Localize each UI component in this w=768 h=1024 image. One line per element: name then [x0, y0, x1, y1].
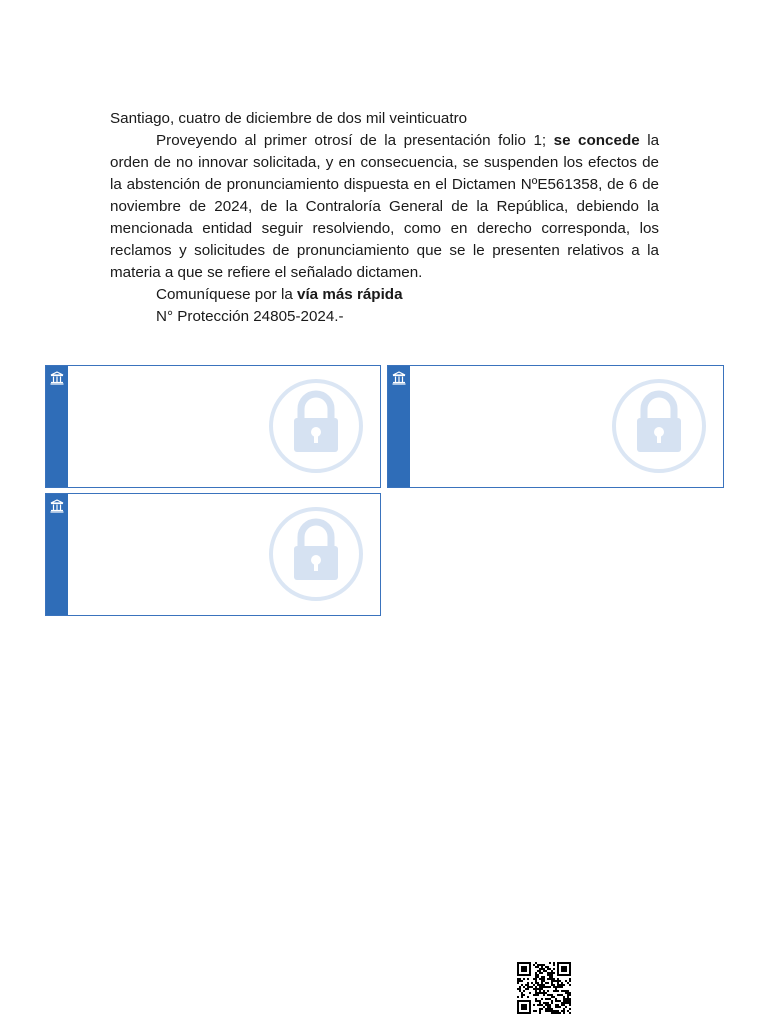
paragraph-order-rest: la orden de no innovar solicitada, y en consecuencia, se suspenden los efectos de la abstención de pronunciamiento dispuesta en el Dictamen NºE561358, de 6 de noviembre de 2024, de la Contraloría General de la República, debiendo la mencionada entidad seguir resolviendo, como en derecho corresponda, los reclamos y solicitudes de pronunciamiento que se le presenten relativos a la materia a que se refiere el señalado dictamen.	[110, 132, 660, 281]
communicate-lead: Comuníquese por la	[156, 286, 297, 303]
courthouse-icon	[49, 498, 65, 514]
paragraph-order	[110, 130, 659, 284]
resolution-text	[110, 108, 659, 328]
courthouse-icon	[391, 370, 407, 386]
lock-icon	[264, 378, 368, 474]
signature-accent-bar	[46, 366, 68, 487]
courthouse-icon	[49, 370, 65, 386]
paragraph-communicate	[110, 284, 659, 306]
protection-number: N° Protección 24805-2024.-	[156, 308, 344, 325]
signature-box-3	[45, 493, 381, 616]
signature-box-2	[387, 365, 724, 488]
paragraph-order-bold: se concede	[553, 132, 640, 149]
communicate-bold: vía más rápida	[297, 286, 403, 303]
lock-icon	[607, 378, 711, 474]
date-line: Santiago, cuatro de diciembre de dos mil veinticuatro	[110, 110, 468, 127]
signature-box-1	[45, 365, 381, 488]
qr-code-icon	[517, 962, 571, 1014]
signature-accent-bar	[388, 366, 410, 487]
signature-accent-bar	[46, 494, 68, 615]
lock-icon	[264, 506, 368, 602]
paragraph-order-lead: Proveyendo al primer otrosí de la presentación folio 1;	[156, 132, 554, 149]
